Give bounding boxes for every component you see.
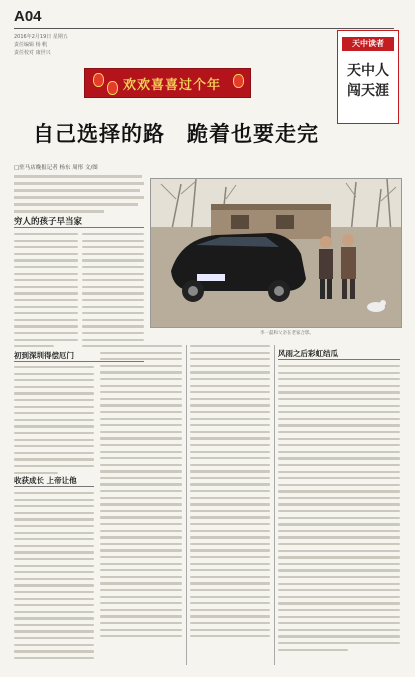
article-photo — [150, 178, 402, 328]
section-number: A04 — [14, 8, 42, 25]
subhead-3: 收获成长 上帝让他 — [14, 476, 77, 485]
lantern-icon — [107, 81, 118, 95]
subhead-1: 穷人的孩子早当家 — [14, 217, 83, 227]
editor-line: 责任编辑 杨 帆 — [14, 42, 48, 48]
text-column — [14, 492, 94, 663]
logo-top-label: 天中读者 — [342, 37, 394, 51]
lantern-icon — [233, 74, 244, 88]
subhead-4: 风雨之后彩虹结瓜 — [278, 349, 338, 358]
column-logo — [337, 30, 399, 124]
photo-illustration — [151, 179, 401, 327]
subhead-2: 初到深圳得偿厄门 — [14, 351, 74, 360]
text-column — [14, 233, 78, 352]
header-rule — [14, 28, 394, 29]
logo-title-line2: 闯天涯 — [347, 83, 389, 99]
new-year-banner — [84, 68, 251, 98]
article-headline: 自己选择的路 跪着也要走完 — [33, 121, 319, 146]
article-byline: □驻马店晚报记者 杨东 周彤 文/图 — [14, 165, 98, 171]
column-divider — [186, 345, 187, 665]
logo-title-line1: 天中人 — [347, 63, 389, 79]
banner-text: 欢欢喜喜过个年 — [123, 78, 222, 93]
proof-line: 责任校对 康世兴 — [14, 50, 51, 56]
lantern-icon — [93, 73, 104, 87]
logo-title — [340, 61, 396, 101]
photo-caption: 李一磊和父亲在老家合影。 — [260, 331, 314, 336]
article-intro — [14, 175, 144, 217]
column-divider — [274, 345, 275, 665]
date-line: 2016年2月19日 星期五 — [14, 34, 68, 40]
subhead-rule — [14, 227, 144, 228]
text-column — [14, 366, 94, 478]
subhead-rule — [14, 486, 94, 487]
subhead-rule — [278, 359, 400, 360]
text-column — [100, 345, 182, 642]
text-column — [190, 345, 270, 642]
text-column — [278, 365, 400, 655]
text-column — [82, 233, 144, 352]
